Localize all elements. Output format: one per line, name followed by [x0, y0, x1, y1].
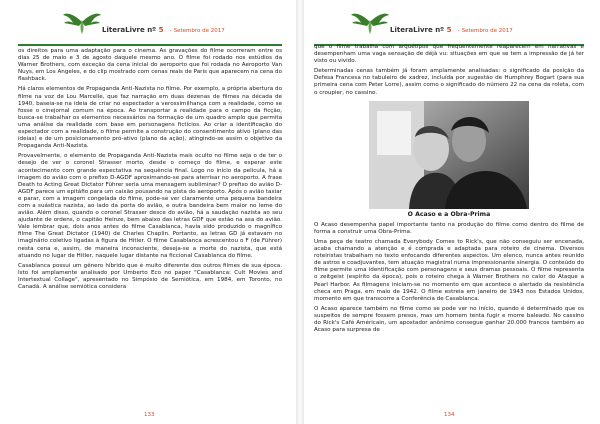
paragraph: Provavelmente, o elemento de Propaganda Anti-Nazista mais oculto no filme seja o de ter o desejo de ver o coronel Strasser morto, desde o começo do filme, e esperar este acontecimento com grande expectativa na sequência final. Logo no início da película, há a imagem do avião com o prefixo D-AGDF aproximando-se para aterrisar no aeroporto. A frase Death to Acting Great Dictator Führer seria uma mensagem subliminar? O prefixo do avião D-AGDF parece um epitáfio para um caixão pousando na pista do aeroporto. Após o avião taxiar e parar, com a imagem congelada do filme, pode-se ver claramente uma pequena bandeira com a suástica nazista, ao lado da porta do avião, e outra bandeira bem maior no leme do avião. Além disso, quando o coronel Strasser desce do avião, há a saudação nazista ao seu ajudante de ordens, o capitão Heinze, bem abaixo das letras GDF que estão na asa do avião. Vale lembrar que, dois anos antes do filme Casablanca, havia sido produzido o magnífico filme The Great Dictator (1940) de Charles Chaplin. Portanto, as letras GD já estavam no imaginário coletivo ligadas à figura de Hitler. O filme Casablanca acrescentou o F (de Führer) nesta cena e, assim, de maneira inconsciente, deseja-se a morte do nazista, que está atuando no lugar de Hitler, naquele lugar distante na ficcional Casablanca do filme.: [18, 153, 282, 259]
issue-label: nº: [147, 26, 157, 34]
literalivre-logo-icon: [350, 6, 390, 36]
paragraph: Uma peça de teatro chamada Everybody Comes to Rick's, que não conseguiu ser encenada, acaba chamando a atenção e é comprada e adaptada para roteiro de cinema. Diversos roteiristas trabalham no texto enfocando diferentes aspectos. Um elenco, nunca antes reunido de astros e coadjuvantes, tem atuação magistral numa impressionante sinergia. O conteúdo do filme permite uma identificação com personagens e seus dramas pessoais. O filme representa o zeitgeist (espírito da época), pois o roteiro chega à Warner Brothers no calor do Ataque a Pearl Harbor. As filmagens iniciam-se no momento em que acontece o alertado da resistência checa em Praga, em maio de 1942. O filme estreia em janeiro de 1943 nos Estados Unidos, momento em que transcorre a Conferência de Casablanca.: [314, 238, 584, 302]
issue-number: 5: [158, 26, 164, 34]
paragraph: os direitos para uma adaptação para o cinema. As gravações do filme ocorreram entre os dias 25 de maio e 3 de agosto daquele mesmo ano. O filme foi rodado nos estúdios da Warner Brothers, com exceção da cena inicial do aeroporto que foi rodada no Aeroporto Van Nuys, em Los Angeles, e do clip mostrado com cenas reais de Paris que aparecem na cena do flashback.: [18, 48, 282, 83]
issue-date: - Setembro de 2017: [169, 28, 225, 34]
right-page: [304, 0, 596, 424]
paragraph: Há claros elementos de Propaganda Anti-Nazista no filme. Por exemplo, a própria abertura do filme na voz de Lou Marcelle, que faz narração em duas dezenas de filmes na década de 1940, baseia-se na ideia de criar no espectador a verossimilhança com a realidade, como se fosse o cinejornal comum na época. Ao transportar a realidade para o campo da ficção, busca-se trabalhar os elementos necessários na formação de um quadro amplo que permita uma análise da realidade com base em personagens fictícios. Ao criar a identificação do espectador com a realidade, o filme permite a construção do consentimento ativo (plano das ideias) e de um posicionamento pró-ativo (plano da ação), atingindo-se assim o objetivo da Propaganda Anti-Nazista.: [18, 86, 282, 150]
left-page: [4, 0, 296, 424]
issue-label: nº: [435, 26, 445, 34]
photo-caption: O Acaso e a Obra-Prima: [407, 210, 491, 218]
paragraph: Casablanca possui um gênero híbrido que é muito diferente dos outros filmes de sua época. Isto foi amplamente analisado por Umberto Eco no paper "Casablanca: Cult Movies and Intertextual Collage", apresentado no Simpósio de Semiótica, em 1984, em Toronto, no Canadá. A análise semiótica considera: [18, 262, 282, 290]
page-number: 133: [144, 412, 155, 418]
paragraph: que o filme trabalha com arquétipos que frequentemente reaparecem em narrativas e desempenham uma vaga sensação de déjà vu: situações em que se tem a impressão de já ter visto ou vivido.: [314, 44, 584, 65]
issue-date: - Setembro de 2017: [457, 28, 513, 34]
magazine-name: LiteraLivre: [102, 26, 145, 34]
paragraph: O Acaso aparece também no filme como se pode ver no início, quando é determinado que os suspeitos de sempre fossem presos, mas um homem tenta fugir e morre baleado. No cassino do Rick's Café Américain, um apostador anônimo consegue ganhar 20.000 francos também ao Acaso para surpresa de: [314, 305, 584, 334]
issue-number: 5: [446, 26, 452, 34]
right-page-body: [314, 44, 584, 337]
header-rule: [18, 44, 282, 46]
magazine-title: [390, 26, 513, 34]
left-page-body: [18, 48, 282, 294]
magazine-name: LiteraLivre: [390, 26, 433, 34]
page-header: [304, 4, 596, 44]
magazine-title: [102, 26, 225, 34]
paragraph: Determinadas cenas também já foram amplamente analisadas: o significado da posição da Defesa Francesa no tabuleiro de xadrez, incluída por sugestão de Humphrey Bogart (para sua primeira cena com Peter Lorre), assim como o significado do número 22 na cena da roleta, com o croupier, no cassino.: [314, 68, 584, 96]
book-gutter: [296, 0, 304, 424]
film-still-photo: [369, 101, 529, 209]
paragraph: O Acaso desempenha papel importante tanto na produção do filme como dentro do filme de forma a construir uma Obra-Prima.: [314, 221, 584, 235]
page-number: 134: [444, 412, 455, 418]
film-still-illustration: [369, 101, 529, 209]
page-header: [4, 4, 296, 44]
literalivre-logo-icon: [62, 6, 102, 36]
